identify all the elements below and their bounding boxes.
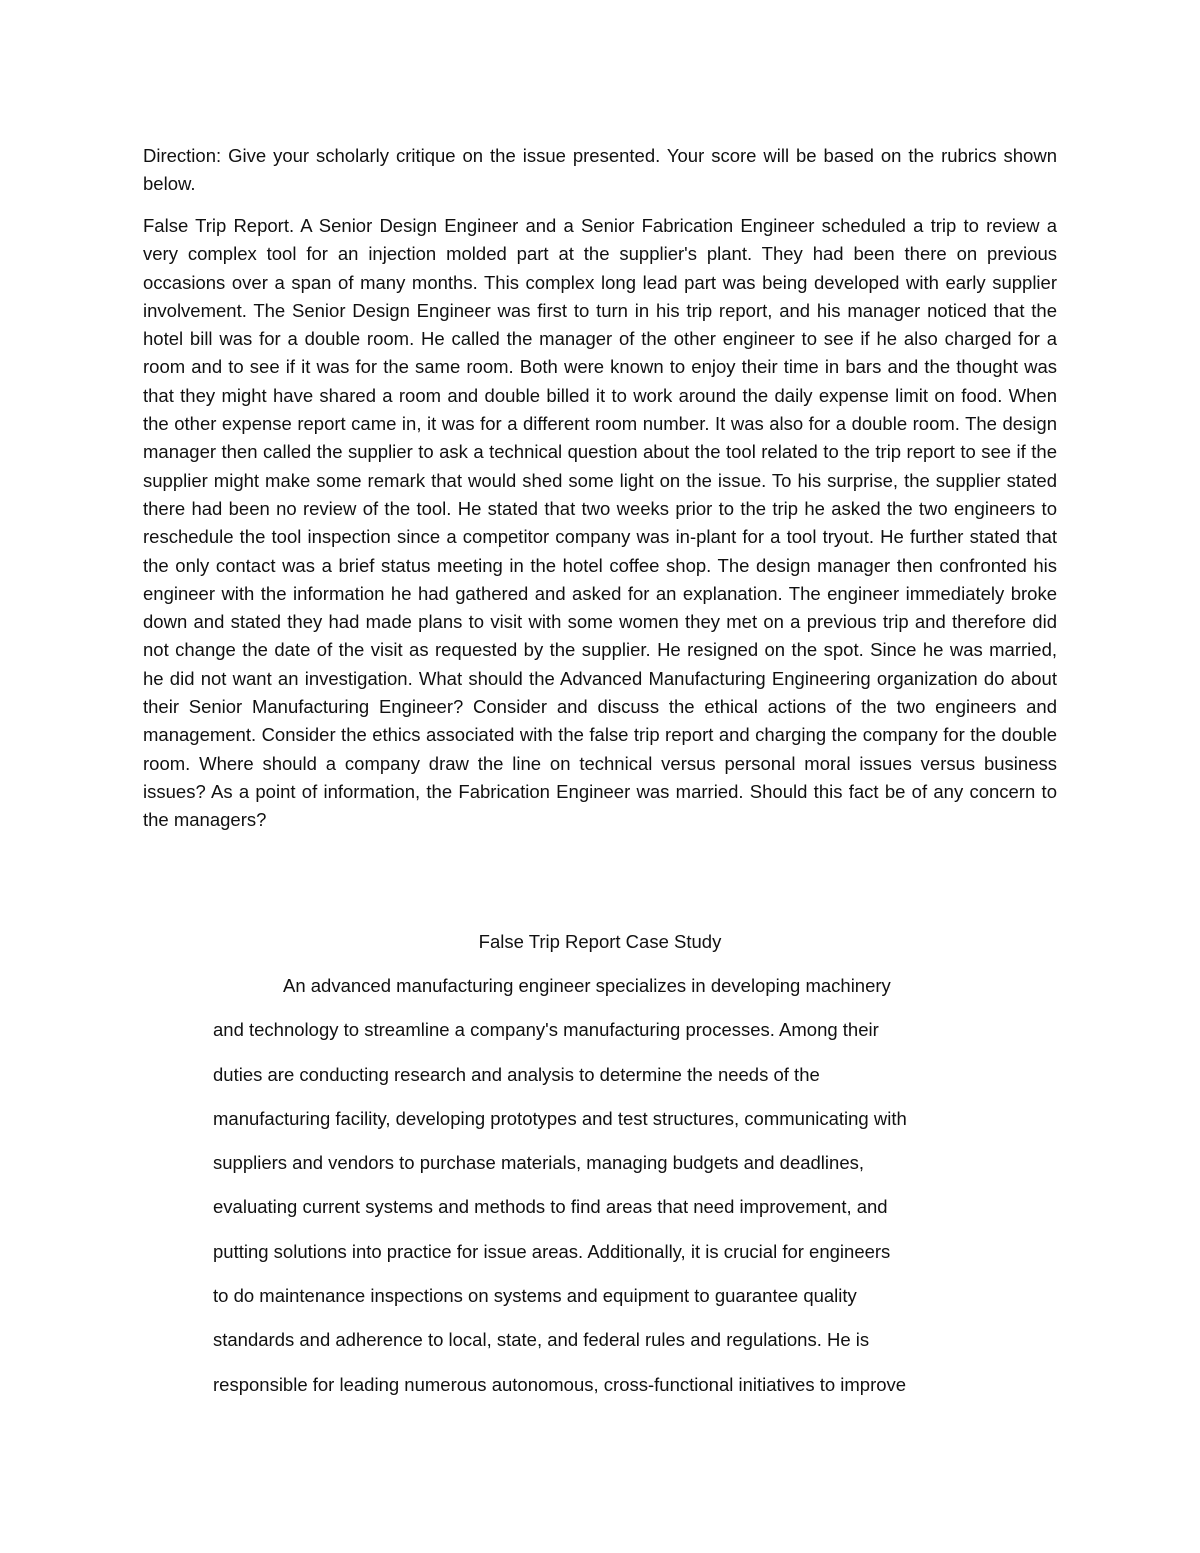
essay-line: responsible for leading numerous autonomous, cross-functional initiatives to improve — [213, 1373, 907, 1395]
essay-line: standards and adherence to local, state, and federal rules and regulations. He is — [213, 1329, 870, 1351]
essay-line: to do maintenance inspections on systems and equipment to guarantee quality — [213, 1285, 857, 1307]
essay-line: putting solutions into practice for issue areas. Additionally, it is crucial for engineers — [213, 1240, 891, 1262]
essay-line: evaluating current systems and methods to find areas that need improvement, and — [213, 1196, 888, 1218]
essay-line: suppliers and vendors to purchase materials, managing budgets and deadlines, — [213, 1152, 864, 1174]
case-description-paragraph: False Trip Report. A Senior Design Engineer and a Senior Fabrication Engineer scheduled a trip to review a very complex tool for an injection molded part at the supplier's plant. They had been there on previous occasions over a span of many months. This complex long lead part was being developed with early supplier involvement. The Senior Design Engineer was first to turn in his trip report, and his manager noticed that the hotel bill was for a double room. He called the manager of the other engineer to see if he also charged for a room and to see if it was for the same room. Both were known to enjoy their time in bars and the thought was that they might have shared a room and double billed it to work around the daily expense limit on food. When the other expense report came in, it was for a different room number. It was also for a double room. The design manager then called the supplier to ask a technical question about the tool related to the trip report to see if the supplier might make some remark that would shed some light on the issue. To his surprise, the supplier stated there had been no review of the tool. He stated that two weeks prior to the trip he asked the two engineers to reschedule the tool inspection since a competitor company was in-plant for a tool tryout. He further stated that the only contact was a brief status meeting in the hotel coffee shop. The design manager then confronted his engineer with the information he had gathered and asked for an explanation. The engineer immediately broke down and stated they had made plans to visit with some women they met on a previous trip and therefore did not change the date of the visit as requested by the supplier. He resigned on the spot. Since he was married, he did not want an investigation. What should the Advanced Manufacturing Engineering organization do about their Senior Manufacturing Engineer? Consider and discuss the ethical actions of the two engineers and management. Consider the ethics associated with the false trip report and charging the company for the double room. Where should a company draw the line on technical versus personal moral issues versus business issues? As a point of information, the Fabrication Engineer was married. Should this fact be of any concern to the managers? — [143, 215, 1057, 831]
essay-line: An advanced manufacturing engineer specializes in developing machinery — [283, 975, 891, 996]
direction-paragraph: Direction: Give your scholarly critique on the issue presented. Your score will be based on the rubrics shown below. — [143, 145, 1057, 195]
essay-title: False Trip Report Case Study — [478, 931, 722, 952]
essay-line: duties are conducting research and analysis to determine the needs of the — [213, 1063, 820, 1085]
essay-line: and technology to streamline a company's manufacturing processes. Among their — [213, 1019, 879, 1041]
essay-line: manufacturing facility, developing prototypes and test structures, communicating with — [213, 1107, 907, 1129]
essay-body — [213, 972, 973, 1415]
